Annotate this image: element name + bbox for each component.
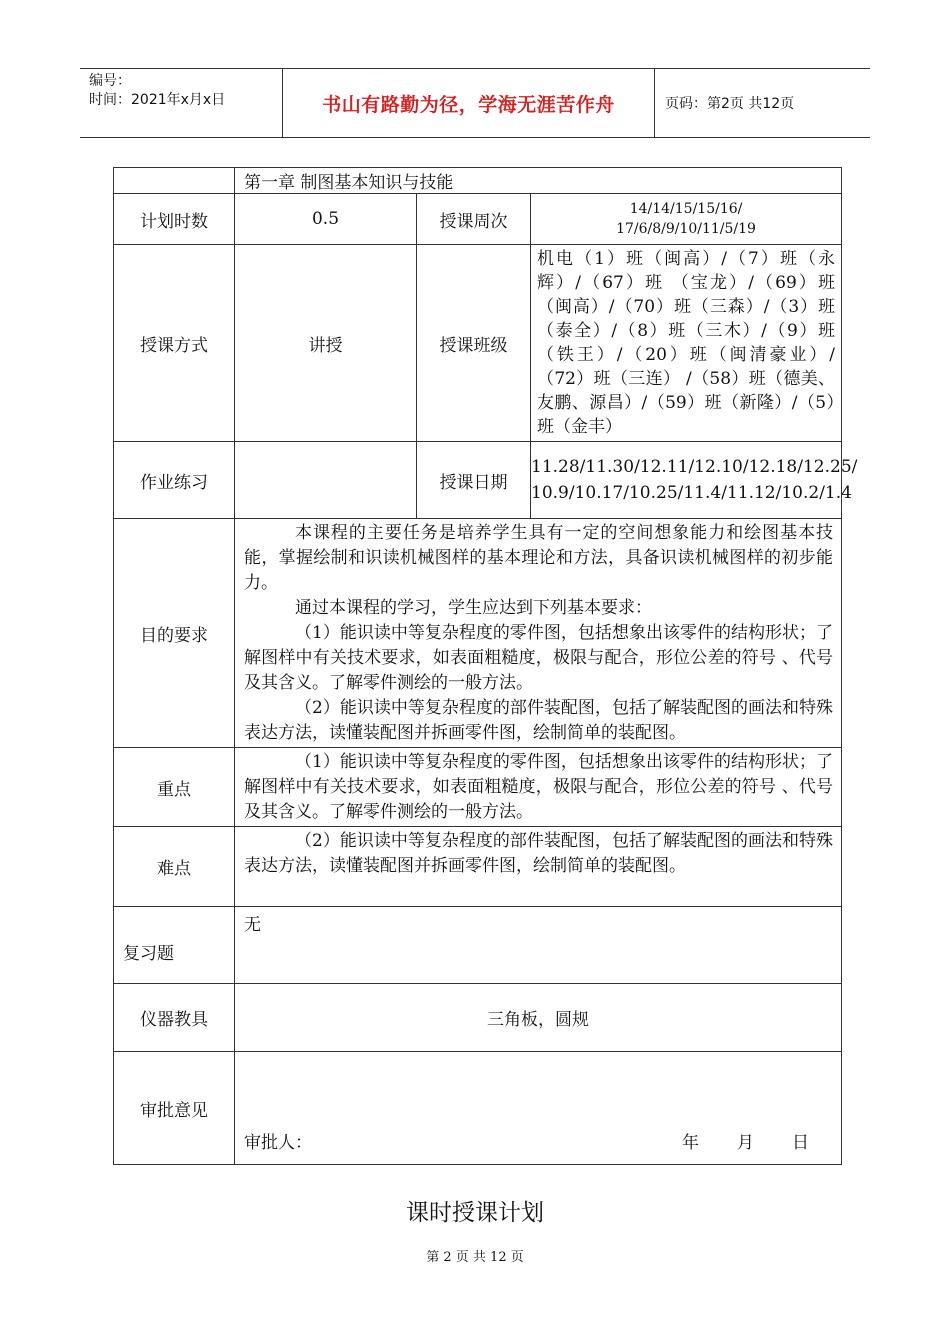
approver-label: 审批人：	[244, 1133, 312, 1153]
key-points-label: 重点	[114, 748, 235, 827]
objective-label: 目的要求	[114, 519, 235, 748]
lesson-plan-table	[113, 167, 858, 1165]
page-header	[80, 68, 870, 138]
date-value: 11.28/11.30/12.11/12.10/12.18/12.25/ 10.9/10.17/10.25/11.4/11.12/10.2/1.4	[531, 442, 842, 519]
approval-date	[644, 1128, 809, 1153]
difficulty-content	[235, 827, 842, 907]
objective-paragraph: （2）能识读中等复杂程度的部件装配图，包括了解装配图的画法和特殊表达方法，读懂装配图并拆画零件图，绘制简单的装配图。	[244, 698, 834, 743]
month-label: 月	[737, 1133, 755, 1153]
method-label: 授课方式	[114, 245, 235, 442]
tools-label: 仪器教具	[114, 984, 235, 1052]
class-value: 机电（1）班（闽高）/（7）班（永辉）/（67）班 （宝龙）/（69）班（闽高）/（70）班（三森）/（3）班（泰全）/（8）班（三木）/（9）班（铁王）/（20）班（闽清豪业）/（72）班（三连） /（58）班（德美、友鹏、源昌）/（59）班（新隆）/（5）班（金丰）	[531, 245, 842, 442]
key-points-text: （1）能识读中等复杂程度的零件图，包括想象出该零件的结构形状；了解图样中有关技术要求，如表面粗糙度，极限与配合，形位公差的符号 、代号及其含义。了解零件测绘的一般方法。	[244, 752, 834, 822]
objective-paragraph: 通过本课程的学习，学生应达到下列基本要求：	[295, 598, 652, 618]
header-page-info: 页码：第2页 共12页	[665, 96, 795, 112]
key-points-content	[235, 748, 842, 827]
objective-paragraph: （1）能识读中等复杂程度的零件图，包括想象出该零件的结构形状；了解图样中有关技术要求，如表面粗糙度，极限与配合，形位公差的符号 、代号及其含义。了解零件测绘的一般方法。	[244, 623, 834, 693]
method-value: 讲授	[235, 245, 417, 442]
class-label: 授课班级	[417, 245, 531, 442]
review-value: 无	[235, 907, 842, 984]
week-value: 14/14/15/15/16/ 17/6/8/9/10/11/5/19	[531, 194, 842, 245]
approval-label: 审批意见	[114, 1052, 235, 1165]
header-motto: 书山有路勤为径，学海无涯苦作舟	[283, 69, 655, 137]
objective-paragraph: 本课程的主要任务是培养学生具有一定的空间想象能力和绘图基本技能，掌握绘制和识读机械图样的基本理论和方法，具备识读机械图样的初步能力。	[244, 523, 834, 593]
homework-value	[235, 442, 417, 519]
difficulty-label: 难点	[114, 827, 235, 907]
review-label: 复习题	[114, 907, 235, 984]
chapter-blank-cell	[114, 168, 235, 194]
tools-value: 三角板，圆规	[235, 984, 842, 1052]
year-label: 年	[682, 1133, 700, 1153]
header-meta	[80, 69, 283, 137]
difficulty-text: （2）能识读中等复杂程度的部件装配图，包括了解装配图的画法和特殊表达方法，读懂装配图并拆画零件图，绘制简单的装配图。	[244, 831, 834, 876]
time-label: 时间：2021年x月x日	[89, 92, 226, 108]
chapter-title: 第一章 制图基本知识与技能	[235, 168, 842, 194]
footer-page-number: 第 2 页 共 12 页	[426, 1250, 524, 1265]
approval-area	[235, 1052, 842, 1165]
day-label: 日	[792, 1133, 810, 1153]
number-label: 编号：	[89, 73, 131, 89]
date-label: 授课日期	[417, 442, 531, 519]
hours-value: 0.5	[235, 194, 417, 245]
week-label: 授课周次	[417, 194, 531, 245]
footer-title: 课时授课计划	[406, 1200, 544, 1226]
objective-content	[235, 519, 842, 748]
homework-label: 作业练习	[114, 442, 235, 519]
hours-label: 计划时数	[114, 194, 235, 245]
